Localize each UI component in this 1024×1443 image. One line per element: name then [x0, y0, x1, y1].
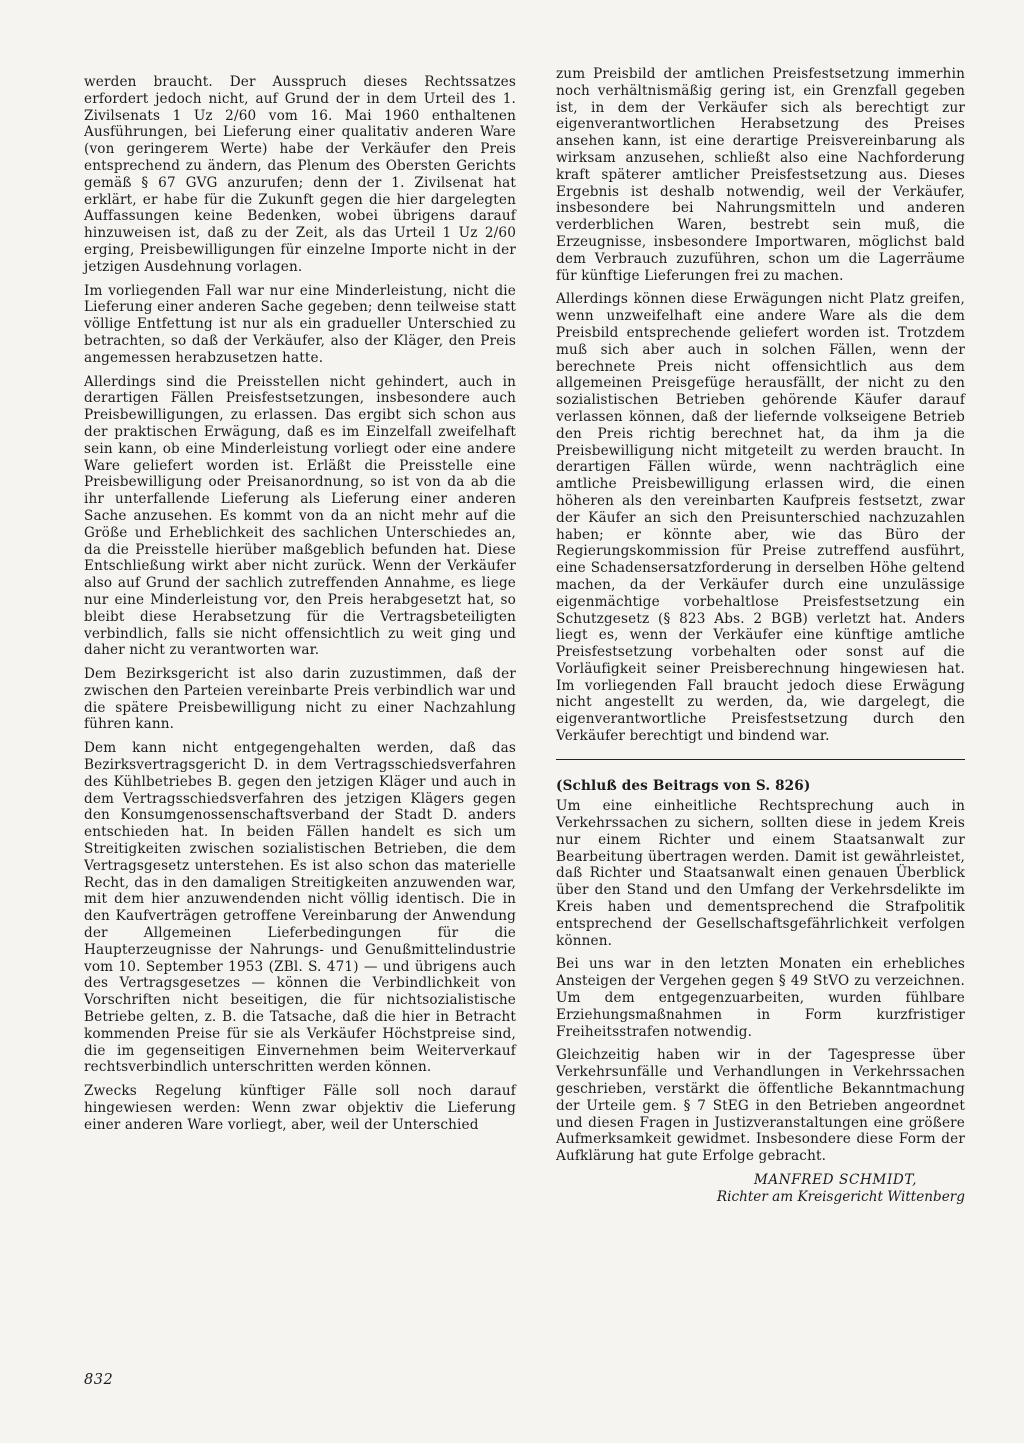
paragraph: Dem kann nicht entgegengehalten werden, daß das Bezirksvertragsgericht D. in dem Vertragsschiedsverfahren des Kühlbetriebes B. gegen den jetzigen Kläger und auch in dem Vertragsschiedsverfahren des jetzigen Klägers gegen den Konsumgenossenschaftsverband der Stadt D. anders entschieden hat. In beiden Fällen handelt es sich um Streitigkeiten zwischen sozialistischen Betrieben, die dem Vertragsgesetz unterstehen. Es ist also schon das materielle Recht, das in den damaligen Streitigkeiten anzuwenden war, mit dem hier anzuwendenden nicht völlig identisch. Die in den Kaufverträgen getroffene Vereinbarung der Anwendung der Allgemeinen Lieferbedingungen für die Haupterzeugnisse der Nahrungs- und Genußmittelindustrie vom 10. September 1953 (ZBl. S. 471) — und übrigens auch des Vertragsgesetzes — können die Verbindlichkeit von Vorschriften nicht beseitigen, die für nichtsozialistische Betriebe gelten, z. B. die Tatsache, daß die hier in Betracht kommenden Preise für sie als Verkäufer Höchstpreise sind, die im gegenseitigen Einvernehmen beim Weiterverkauf rechtsverbindlich unterschritten werden können.	[84, 740, 516, 1076]
paragraph: Gleichzeitig haben wir in der Tagespresse über Verkehrsunfälle und Verhandlungen in Verkehrssachen geschrieben, verstärkt die öffentliche Bekanntmachung der Urteile gem. § 7 StEG in den Betrieben angeordnet und diesen Fragen in Justizveranstaltungen eine größere Aufmerksamkeit gewidmet. Insbesondere diese Form der Aufklärung hat gute Erfolge gebracht.	[556, 1047, 965, 1165]
section-divider	[556, 759, 965, 761]
paragraph: Bei uns war in den letzten Monaten ein erhebliches Ansteigen der Vergehen gegen § 49 StVO zu verzeichnen. Um dem entgegenzuarbeiten, wurden fühlbare Erziehungsmaßnahmen in Form kurzfristiger Freiheitsstrafen notwendig.	[556, 956, 965, 1040]
paragraph: Um eine einheitliche Rechtsprechung auch in Verkehrssachen zu sichern, sollten diese in jedem Kreis nur einem Richter und einem Staatsanwalt zur Bearbeitung übertragen werden. Damit ist gewährleistet, daß Richter und Staatsanwalt einen genauen Überblick über den Stand und den Umfang der Verkehrsdelikte im Kreis haben und dementsprechend die Strafpolitik entsprechend der Gesellschaftsgefährlichkeit verfolgen können.	[556, 798, 965, 949]
left-column	[84, 74, 516, 1141]
paragraph: Allerdings können diese Erwägungen nicht Platz greifen, wenn unzweifelhaft eine andere Ware als die dem Preisbild entsprechende geliefert worden ist. Trotzdem muß sich aber auch in solchen Fällen, wenn der berechnete Preis nicht offensichtlich aus dem allgemeinen Preisgefüge herausfällt, der nicht zu den sozialistischen Betrieben gehörende Käufer darauf verlassen können, daß der liefernde volkseigene Betrieb den Preis richtig berechnet hat, da ihm ja die Preisbewilligung nicht mitgeteilt zu werden braucht. In derartigen Fällen würde, wenn nachträglich eine amtliche Preisbewilligung erlassen wird, die einen höheren als den vereinbarten Kaufpreis festsetzt, zwar der Käufer an sich den Preisunterschied nachzuzahlen haben; er könnte aber, wie das Büro der Regierungskommission für Preise zutreffend ausführt, eine Schadensersatzforderung in derselben Höhe geltend machen, da der Verkäufer durch eine unzulässige eigenmächtige vorbehaltlose Preisfestsetzung ein Schutzgesetz (§ 823 Abs. 2 BGB) verletzt hat. Anders liegt es, wenn der Verkäufer eine künftige amtliche Preisfestsetzung vorbehalten oder sonst auf die Vorläufigkeit seiner Preisberechnung hingewiesen hat. Im vorliegenden Fall braucht jedoch diese Erwägung nicht angestellt zu werden, da, wie dargelegt, die eigenverantwortliche Preisfestsetzung durch den Verkäufer berechtigt und bindend war.	[556, 291, 965, 745]
author-signature	[556, 1172, 965, 1206]
paragraph: werden braucht. Der Ausspruch dieses Rechtssatzes erfordert jedoch nicht, auf Grund der in dem Urteil des 1. Zivilsenats 1 Uz 2/60 vom 16. Mai 1960 enthaltenen Ausführungen, bei Lieferung einer qualitativ anderen Ware (von geringerem Werte) habe der Verkäufer den Preis entsprechend zu ändern, das Plenum des Obersten Gerichts gemäß § 67 GVG anzurufen; denn der 1. Zivilsenat hat erklärt, er habe für die Zukunft gegen die hier dargelegten Auffassungen keine Bedenken, wobei übrigens darauf hinzuweisen ist, daß zu der Zeit, als das Urteil 1 Uz 2/60 erging, Preisbewilligungen für einzelne Importe nicht in der jetzigen Ausdehnung vorlagen.	[84, 74, 516, 275]
author-name: MANFRED SCHMIDT,	[753, 1171, 917, 1188]
paragraph: Im vorliegenden Fall war nur eine Minderleistung, nicht die Lieferung einer anderen Sache gegeben; denn teilweise statt völlige Entfettung ist nur als ein gradueller Unterschied zu betrachten, so daß der Verkäufer, also der Kläger, den Preis angemessen herabzusetzen hatte.	[84, 282, 516, 366]
continuation-source-note: (Schluß des Beitrags von S. 826)	[556, 778, 811, 795]
paragraph: Zwecks Regelung künftiger Fälle soll noch darauf hingewiesen werden: Wenn zwar objektiv die Lieferung einer anderen Ware vorliegt, aber, weil der Unterschied	[84, 1083, 516, 1133]
paragraph: zum Preisbild der amtlichen Preisfestsetzung immerhin noch verhältnismäßig gering ist, ein Grenzfall gegeben ist, in dem der Verkäufer sich als berechtigt zur eigenverantwortlichen Herabsetzung des Preises ansehen kann, ist eine derartige Preisvereinbarung als wirksam anzusehen, schließt also eine Nachforderung kraft späterer amtlicher Preisfestsetzung aus. Dieses Ergebnis ist deshalb notwendig, weil der Verkäufer, insbesondere bei Nahrungsmitteln und anderen verderblichen Waren, bestrebt sein muß, die Erzeugnisse, insbesondere Importwaren, möglichst bald dem Verbrauch zuzuführen, schon um die Lagerräume für künftige Lieferungen frei zu machen.	[556, 66, 965, 284]
paragraph: Allerdings sind die Preisstellen nicht gehindert, auch in derartigen Fällen Preisfestsetzungen, insbesondere auch Preisbewilligungen, zu erlassen. Das ergibt sich schon aus der praktischen Erwägung, daß es im Einzelfall zweifelhaft sein kann, ob eine Minderleistung vorliegt oder eine andere Ware geliefert worden ist. Erläßt die Preisstelle eine Preisbewilligung oder Preisanordnung, so ist von da ab die ihr unterfallende Lieferung als Lieferung einer anderen Sache anzusehen. Es kommt von da an nicht mehr auf die Größe und Erheblichkeit des sachlichen Unterschiedes an, da die Preisstelle hierüber maßgeblich befunden hat. Diese Entschließung wirkt aber nicht zurück. Wenn der Verkäufer also auf Grund der sachlich zutreffenden Annahme, es liege nur eine Minderleistung vor, den Preis herabgesetzt hat, so bleibt diese Herabsetzung für die Vertragsbeteiligten verbindlich, falls sie nicht offensichtlich zu weit ging und daher nicht zu verantworten war.	[84, 373, 516, 659]
page-number: 832	[84, 1372, 114, 1388]
author-title: Richter am Kreisgericht Wittenberg	[716, 1188, 965, 1205]
right-column	[556, 66, 965, 1206]
paragraph: Dem Bezirksgericht ist also darin zuzustimmen, daß der zwischen den Parteien vereinbarte Preis verbindlich war und die spätere Preisbewilligung nicht zu einer Nachzahlung führen kann.	[84, 666, 516, 733]
